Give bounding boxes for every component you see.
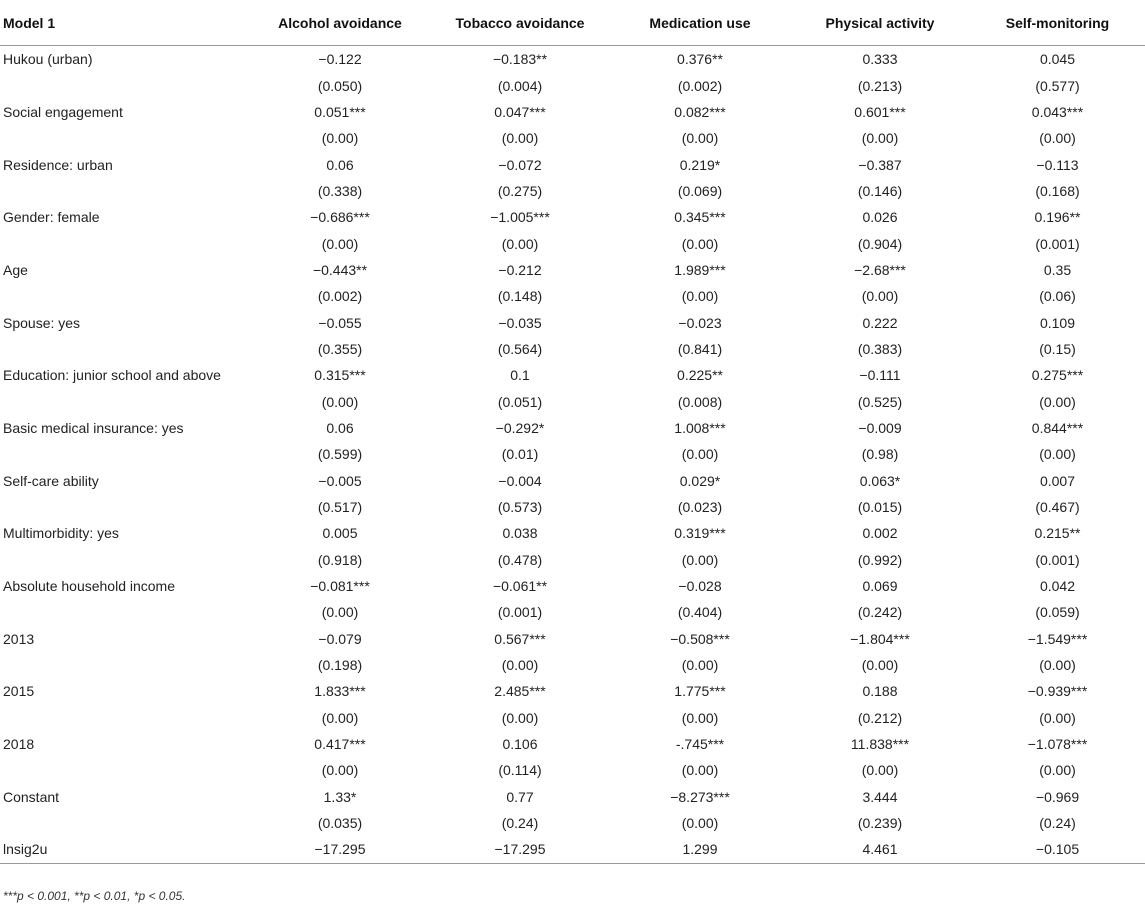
row-label xyxy=(0,705,250,731)
row-label xyxy=(0,441,250,467)
table-cell: −17.295 xyxy=(430,836,610,863)
table-cell: −0.113 xyxy=(1036,156,1079,173)
table-cell: (0.001) xyxy=(1035,235,1080,252)
table-row xyxy=(0,757,1145,783)
table-cell: −0.387 xyxy=(858,156,902,173)
table-cell: 0.047*** xyxy=(494,103,546,120)
column-header: Alcohol avoidance xyxy=(250,0,430,46)
table-cell: (0.517) xyxy=(317,499,363,516)
row-label xyxy=(0,599,250,625)
row-label: Self-care ability xyxy=(3,472,99,489)
table-cell: 4.461 xyxy=(790,836,970,863)
table-cell: 1.33* xyxy=(323,788,357,805)
table-cell: −1.549*** xyxy=(1027,630,1088,647)
table-cell: (0.404) xyxy=(677,604,723,621)
table-cell: 0.219* xyxy=(679,156,721,173)
table-cell: −0.292* xyxy=(495,419,545,436)
table-row xyxy=(0,46,1145,73)
table-cell: (0.06) xyxy=(1039,288,1076,305)
row-label: Gender: female xyxy=(3,209,100,226)
table-row xyxy=(0,731,1145,757)
row-label xyxy=(0,72,250,98)
table-row xyxy=(0,836,1145,863)
column-header: Tobacco avoidance xyxy=(430,0,610,46)
table-cell: −0.023 xyxy=(678,314,722,331)
row-label xyxy=(0,125,250,151)
table-cell: (0.00) xyxy=(861,762,899,779)
table-cell: −0.005 xyxy=(318,472,362,489)
table-cell: (0.577) xyxy=(1035,77,1080,94)
table-row xyxy=(0,204,1145,230)
table-cell: 11.838*** xyxy=(850,736,910,753)
table-cell: −0.212 xyxy=(498,261,542,278)
row-label xyxy=(0,547,250,573)
table-cell: (0.001) xyxy=(497,604,543,621)
row-label: Absolute household income xyxy=(3,578,176,595)
row-label xyxy=(0,494,250,520)
table-cell: (0.00) xyxy=(681,130,719,147)
table-cell: (0.904) xyxy=(857,235,903,252)
table-cell: 0.029* xyxy=(679,472,721,489)
table-cell: 0.275*** xyxy=(1031,367,1084,384)
table-cell: (0.98) xyxy=(861,446,899,463)
table-cell: (0.001) xyxy=(1035,551,1080,568)
table-cell: 0.567*** xyxy=(494,630,546,647)
header-model-label: Model 1 xyxy=(0,0,250,46)
table-row xyxy=(0,494,1145,520)
table-row xyxy=(0,784,1145,810)
table-cell: (0.992) xyxy=(857,551,903,568)
row-label: Education: junior school and above xyxy=(3,367,221,384)
table-cell: (0.00) xyxy=(681,762,719,779)
table-cell: 0.345*** xyxy=(674,209,726,226)
table-cell: (0.15) xyxy=(1039,340,1076,357)
table-cell: (0.069) xyxy=(677,182,723,199)
table-cell: 0.225** xyxy=(677,367,723,384)
table-cell: 0.319*** xyxy=(674,525,726,542)
table-cell: −0.009 xyxy=(858,419,902,436)
row-label: lnsig2u xyxy=(0,836,250,863)
row-label xyxy=(0,388,250,414)
row-label xyxy=(0,230,250,256)
table-cell: 0.051*** xyxy=(314,103,366,120)
table-cell: (0.050) xyxy=(317,77,363,94)
table-cell: (0.008) xyxy=(677,393,723,410)
table-cell: 2.485*** xyxy=(494,683,546,700)
table-cell: −0.183** xyxy=(492,51,548,68)
table-cell: (0.00) xyxy=(321,235,359,252)
table-cell: −0.122 xyxy=(318,51,362,68)
row-label xyxy=(0,652,250,678)
row-label: 2018 xyxy=(3,736,35,753)
table-cell: 0.196** xyxy=(1034,209,1081,226)
table-cell: (0.467) xyxy=(1035,499,1080,516)
table-cell: 0.043*** xyxy=(1031,103,1084,120)
table-cell: (0.383) xyxy=(857,340,903,357)
table-cell: (0.275) xyxy=(497,182,543,199)
table-cell: (0.242) xyxy=(857,604,903,621)
table-cell: (0.24) xyxy=(1039,815,1076,832)
row-label xyxy=(0,757,250,783)
table-row xyxy=(0,257,1145,283)
table-cell: 0.844*** xyxy=(1031,419,1084,436)
row-label: Spouse: yes xyxy=(3,314,81,331)
row-label xyxy=(0,336,250,362)
table-cell: (0.00) xyxy=(681,709,719,726)
table-cell: 1.833*** xyxy=(314,683,366,700)
table-cell: (0.24) xyxy=(501,815,539,832)
table-cell: −0.939*** xyxy=(1027,683,1088,700)
table-cell: −0.055 xyxy=(318,314,362,331)
row-label: 2013 xyxy=(3,630,35,647)
table-cell: −0.072 xyxy=(498,156,542,173)
table-cell: 0.35 xyxy=(1043,261,1072,278)
table-cell: (0.00) xyxy=(861,657,899,674)
table-cell: −1.078*** xyxy=(1027,736,1088,753)
table-cell: 0.188 xyxy=(862,683,898,700)
table-cell: (0.00) xyxy=(681,446,719,463)
table-cell: 1.775*** xyxy=(674,683,726,700)
table-cell: 1.299 xyxy=(610,836,790,863)
table-cell: (0.00) xyxy=(681,235,719,252)
table-row xyxy=(0,678,1145,704)
table-row xyxy=(0,810,1145,836)
table-cell: 0.082*** xyxy=(674,103,726,120)
table-cell: (0.564) xyxy=(497,340,543,357)
table-cell: (0.148) xyxy=(497,288,543,305)
table-cell: 0.06 xyxy=(326,419,354,436)
table-cell: −2.68*** xyxy=(854,261,906,278)
table-cell: (0.015) xyxy=(857,499,903,516)
table-cell: 3.444 xyxy=(862,788,898,805)
table-cell: (0.213) xyxy=(857,77,903,94)
table-cell: (0.573) xyxy=(497,499,543,516)
table-cell: (0.023) xyxy=(677,499,723,516)
table-cell: (0.00) xyxy=(1039,393,1076,410)
table-row xyxy=(0,705,1145,731)
table-cell: −8.273*** xyxy=(670,788,730,805)
table-cell: (0.00) xyxy=(501,657,539,674)
table-cell: 0.042 xyxy=(1039,578,1076,595)
table-row xyxy=(0,178,1145,204)
table-row xyxy=(0,626,1145,652)
table-cell: −0.004 xyxy=(498,472,542,489)
table-cell: 0.063* xyxy=(859,472,901,489)
table-cell: (0.035) xyxy=(317,815,363,832)
table-cell: 0.77 xyxy=(506,788,534,805)
table-cell: (0.168) xyxy=(1035,182,1080,199)
table-row xyxy=(0,151,1145,177)
table-cell: −1.005*** xyxy=(490,209,550,226)
row-label xyxy=(0,283,250,309)
table-cell: (0.00) xyxy=(681,815,719,832)
row-label: Basic medical insurance: yes xyxy=(3,419,184,436)
table-row xyxy=(0,230,1145,256)
table-row xyxy=(0,336,1145,362)
table-row xyxy=(0,547,1145,573)
table-cell: 0.222 xyxy=(862,314,898,331)
table-cell: −0.969 xyxy=(1035,788,1080,805)
table-cell: (0.841) xyxy=(677,340,723,357)
table-cell: −0.079 xyxy=(318,630,362,647)
table-cell: (0.00) xyxy=(1039,709,1076,726)
column-header: Self-monitoring xyxy=(970,0,1145,46)
table-cell: 0.376** xyxy=(677,51,723,68)
table-cell: (0.00) xyxy=(321,762,359,779)
table-row xyxy=(0,599,1145,625)
table-cell: (0.00) xyxy=(321,604,359,621)
table-cell: (0.002) xyxy=(677,77,723,94)
table-cell: (0.239) xyxy=(857,815,903,832)
table-row xyxy=(0,309,1145,335)
table-cell: 0.106 xyxy=(502,736,538,753)
table-cell: (0.00) xyxy=(1039,130,1076,147)
table-cell: (0.338) xyxy=(317,182,363,199)
table-cell: (0.00) xyxy=(501,709,539,726)
table-footnote: ***p < 0.001, **p < 0.01, *p < 0.05. xyxy=(3,889,186,903)
table-cell: (0.00) xyxy=(681,288,719,305)
table-row xyxy=(0,441,1145,467)
row-label: Social engagement xyxy=(3,103,123,120)
table-cell: (0.00) xyxy=(1039,657,1076,674)
table-body xyxy=(0,46,1145,864)
table-cell: (0.198) xyxy=(317,657,363,674)
table-cell: 0.601*** xyxy=(854,103,906,120)
table-cell: (0.00) xyxy=(321,393,359,410)
table-cell: 0.315*** xyxy=(314,367,366,384)
table-cell: −0.035 xyxy=(498,314,542,331)
table-row xyxy=(0,468,1145,494)
row-label: Multimorbidity: yes xyxy=(3,525,119,542)
table-row xyxy=(0,573,1145,599)
table-cell: 0.333 xyxy=(862,51,898,68)
table-row xyxy=(0,283,1145,309)
table-cell: (0.00) xyxy=(861,288,899,305)
table-row xyxy=(0,72,1145,98)
table-cell: 0.005 xyxy=(322,525,358,542)
row-label: Age xyxy=(3,261,28,278)
table-cell: −0.508*** xyxy=(670,630,730,647)
row-label: 2015 xyxy=(3,683,35,700)
table-cell: (0.00) xyxy=(1039,762,1076,779)
table-cell: (0.599) xyxy=(317,446,363,463)
table-row xyxy=(0,520,1145,546)
row-label: Residence: urban xyxy=(3,156,113,173)
table-cell: 0.109 xyxy=(1039,314,1076,331)
row-label: Hukou (urban) xyxy=(3,51,93,68)
table-header-row xyxy=(0,0,1145,46)
table-cell: (0.00) xyxy=(681,657,719,674)
table-cell: 0.215** xyxy=(1034,525,1081,542)
table-cell: (0.918) xyxy=(317,551,363,568)
table-cell: 0.026 xyxy=(862,209,898,226)
table-cell: −0.081*** xyxy=(310,578,370,595)
table-cell: −1.804*** xyxy=(850,630,910,647)
table-cell: (0.051) xyxy=(497,393,543,410)
table-cell: (0.212) xyxy=(857,709,903,726)
table-cell: 0.038 xyxy=(502,525,538,542)
table-cell: −0.443** xyxy=(312,261,368,278)
table-cell: (0.00) xyxy=(321,130,359,147)
table-row xyxy=(0,99,1145,125)
table-cell: −0.111 xyxy=(859,367,901,384)
table-cell: 1.008*** xyxy=(674,419,726,436)
column-header: Medication use xyxy=(610,0,790,46)
row-label xyxy=(0,810,250,836)
table-cell: (0.00) xyxy=(861,130,899,147)
table-row xyxy=(0,388,1145,414)
row-label xyxy=(0,178,250,204)
table-cell: (0.059) xyxy=(1035,604,1080,621)
table-cell: 0.06 xyxy=(326,156,354,173)
table-cell: (0.00) xyxy=(501,130,539,147)
table-cell: (0.004) xyxy=(497,77,543,94)
table-row xyxy=(0,415,1145,441)
table-row xyxy=(0,125,1145,151)
table-cell: (0.00) xyxy=(501,235,539,252)
table-cell: −0.105 xyxy=(970,836,1145,863)
table-cell: -.745*** xyxy=(675,736,725,753)
table-cell: 0.417*** xyxy=(314,736,366,753)
table-cell: (0.146) xyxy=(857,182,903,199)
table-cell: 0.1 xyxy=(510,367,530,384)
table-cell: (0.478) xyxy=(497,551,543,568)
table-cell: −0.028 xyxy=(678,578,722,595)
table-cell: (0.355) xyxy=(317,340,363,357)
table-cell: 1.989*** xyxy=(674,261,726,278)
table-cell: (0.01) xyxy=(501,446,539,463)
table-cell: (0.525) xyxy=(857,393,903,410)
table-row xyxy=(0,362,1145,388)
table-cell: (0.002) xyxy=(317,288,363,305)
table-cell: −0.686*** xyxy=(310,209,370,226)
table-cell: 0.002 xyxy=(862,525,898,542)
table-cell: (0.00) xyxy=(681,551,719,568)
column-header: Physical activity xyxy=(790,0,970,46)
row-label: Constant xyxy=(3,788,60,805)
table-cell: −0.061** xyxy=(492,578,548,595)
table-cell: 0.007 xyxy=(1039,472,1076,489)
table-row xyxy=(0,652,1145,678)
table-cell: −17.295 xyxy=(250,836,430,863)
table-cell: (0.114) xyxy=(498,762,542,779)
table-cell: 0.045 xyxy=(1039,51,1076,68)
table-cell: 0.069 xyxy=(862,578,898,595)
table-cell: (0.00) xyxy=(321,709,359,726)
table-cell: (0.00) xyxy=(1039,446,1076,463)
